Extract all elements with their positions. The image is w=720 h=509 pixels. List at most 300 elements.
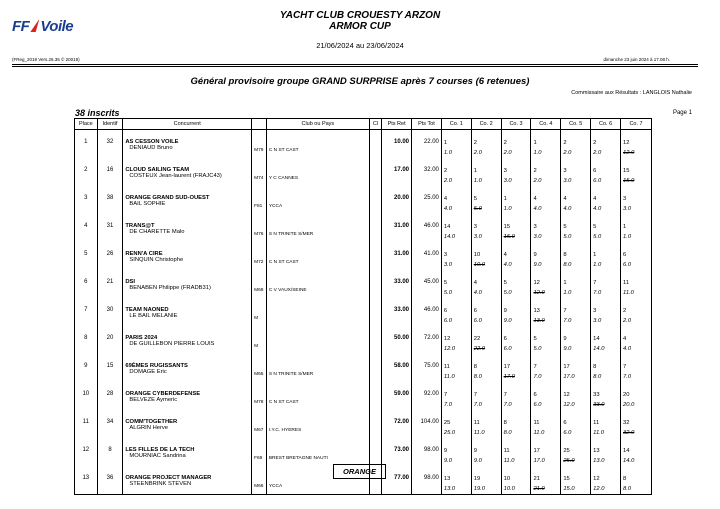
race-points: 20.0: [623, 402, 635, 408]
row-cl: [369, 326, 381, 354]
race-points: 1.0: [563, 290, 572, 296]
race-4-score: [531, 438, 561, 466]
race-place: 9: [443, 448, 448, 454]
row-concurrent: [123, 466, 252, 495]
row-cl: [369, 298, 381, 326]
race-points: 21.0: [533, 486, 545, 492]
boat-name: AS CESSON VOILE: [125, 139, 179, 145]
race-place: 25: [443, 420, 451, 426]
race-4-score: [531, 130, 561, 159]
race-points: 8.0: [593, 374, 602, 380]
race-place: 11: [503, 448, 510, 454]
race-points: 14.0: [623, 458, 635, 464]
row-cl: [369, 354, 381, 382]
row-club: [266, 214, 369, 242]
boat-name: ORANGE CYBERDEFENSE: [125, 391, 201, 397]
col-pts-ret: Pts Ret: [382, 119, 412, 130]
row-place: [75, 214, 98, 242]
row-pts-tot: [412, 270, 442, 298]
race-5-score: [561, 382, 591, 410]
race-place: 12: [533, 280, 540, 286]
sail-number: 8: [108, 447, 112, 453]
race-3-score: [501, 186, 531, 214]
row-cl: [369, 270, 381, 298]
table-row: [75, 438, 652, 466]
race-place: 9: [473, 448, 477, 454]
race-points: 6.0: [563, 430, 572, 436]
table-row: [75, 186, 652, 214]
col-race-5: Co. 5: [561, 119, 591, 130]
points-retained: 58.00: [394, 363, 410, 369]
race-5-score: [561, 242, 591, 270]
race-points: 2.0: [593, 150, 602, 156]
race-2-score: [471, 130, 501, 159]
row-concurrent: [123, 214, 252, 242]
row-identif: [97, 466, 123, 495]
row-place: [75, 270, 98, 298]
race-place: 8: [503, 420, 507, 426]
table-row: [75, 354, 652, 382]
row-category: [252, 186, 267, 214]
race-place: 5: [533, 336, 537, 342]
race-points: 4.0: [533, 206, 542, 212]
race-place: 33: [593, 392, 600, 398]
row-concurrent: [123, 438, 252, 466]
club-name: I.Y.C. HYERES: [268, 428, 302, 433]
race-place: 6: [503, 336, 507, 342]
race-place: 2: [593, 140, 597, 146]
race-place: 5: [563, 224, 567, 230]
race-points: 6.0: [443, 318, 452, 324]
row-pts-ret: [382, 158, 412, 186]
row-place: [75, 466, 98, 495]
race-place: 9: [533, 252, 537, 258]
race-place: 1: [563, 280, 567, 286]
row-category: [252, 242, 267, 270]
race-points: 2.0: [623, 318, 632, 324]
row-concurrent: [123, 158, 252, 186]
sail-number: 16: [106, 167, 114, 173]
points-retained: 20.00: [394, 195, 410, 201]
col-race-7: Co. 7: [621, 119, 652, 130]
row-pts-ret: [382, 242, 412, 270]
race-place: 10: [473, 252, 481, 258]
race-points: 9.0: [503, 318, 512, 324]
race-place: 4: [503, 252, 507, 258]
race-place: 1: [503, 196, 507, 202]
sail-number: 32: [106, 139, 114, 145]
race-4-score: [531, 382, 561, 410]
table-header: [75, 119, 652, 130]
row-identif: [97, 158, 123, 186]
row-pts-tot: [412, 326, 442, 354]
row-pts-ret: [382, 214, 412, 242]
race-place: 1: [623, 224, 627, 230]
row-pts-tot: [412, 158, 442, 186]
race-place: 4: [563, 196, 567, 202]
points-total: 98.00: [423, 447, 439, 453]
col-club: Club ou Pays: [266, 119, 369, 130]
race-points: 5.0: [503, 290, 512, 296]
row-pts-tot: [412, 298, 442, 326]
race-points: 1.0: [473, 178, 482, 184]
race-1-score: [441, 130, 471, 159]
race-1-score: [441, 270, 471, 298]
race-place: 3: [533, 224, 537, 230]
race-6-score: [591, 130, 621, 159]
race-2-score: [471, 158, 501, 186]
race-place: 4: [443, 196, 448, 202]
race-points: 9.0: [533, 262, 542, 268]
race-place: 3: [473, 224, 477, 230]
race-place: 4: [533, 196, 537, 202]
race-place: 11: [473, 420, 480, 426]
race-place: 7: [593, 280, 597, 286]
boat-name: DSI: [125, 279, 136, 285]
col-cl: Cl: [369, 119, 381, 130]
race-place: 2: [623, 308, 627, 314]
page-number: Page 1: [672, 110, 692, 116]
race-6-score: [591, 214, 621, 242]
points-total: 72.00: [423, 335, 439, 341]
race-6-score: [591, 270, 621, 298]
place-value: 10: [82, 391, 90, 397]
skipper-name: DE GUILLEBON PIERRE LOUIS: [129, 341, 215, 347]
row-club: [266, 298, 369, 326]
race-points: 11.0: [623, 290, 634, 296]
race-4-score: [531, 270, 561, 298]
category: F81: [254, 204, 263, 209]
points-total: 32.00: [423, 167, 439, 173]
race-points: 6.0: [503, 346, 512, 352]
col-cat: [252, 119, 267, 130]
row-concurrent: [123, 298, 252, 326]
table-row: [75, 242, 652, 270]
row-pts-tot: [412, 242, 442, 270]
row-identif: [97, 382, 123, 410]
race-points: 12.0: [533, 290, 545, 296]
race-4-score: [531, 466, 561, 495]
race-points: 9.0: [443, 458, 452, 464]
row-cl: [369, 438, 381, 466]
race-3-score: [501, 354, 531, 382]
race-2-score: [471, 326, 501, 354]
race-place: 11: [593, 420, 600, 426]
boat-name: ORANGE PROJECT MANAGER: [125, 475, 212, 481]
race-points: 7.0: [623, 374, 632, 380]
skipper-name: DOMAGE Eric: [129, 369, 167, 375]
club-name: S N TRINITE S/MER: [268, 232, 314, 237]
race-5-score: [561, 158, 591, 186]
race-1-score: [441, 354, 471, 382]
table-row: [75, 410, 652, 438]
race-points: 11.0: [443, 374, 455, 380]
race-place: 2: [503, 140, 507, 146]
race-points: 1.0: [533, 150, 542, 156]
sail-number: 38: [106, 195, 114, 201]
race-place: 7: [473, 392, 477, 398]
race-place: 6: [443, 308, 448, 314]
row-identif: [97, 354, 123, 382]
race-points: 7.0: [563, 318, 572, 324]
race-1-score: [441, 242, 471, 270]
row-identif: [97, 438, 123, 466]
race-6-score: [591, 382, 621, 410]
sail-number: 28: [106, 391, 114, 397]
event-title: ARMOR CUP: [329, 21, 391, 32]
race-points: 1.0: [623, 234, 632, 240]
race-4-score: [531, 214, 561, 242]
skipper-name: MOURNIAC Sandrina: [129, 453, 186, 459]
race-7-score: [621, 466, 652, 495]
race-points: 17.0: [563, 374, 575, 380]
skipper-name: COSTEUX Jean-laurent (FRAJC43): [129, 173, 222, 179]
race-place: 3: [443, 252, 448, 258]
points-total: 41.00: [423, 251, 439, 257]
race-points: 5.0: [533, 346, 542, 352]
race-points: 2.0: [533, 178, 542, 184]
race-points: 3.0: [473, 234, 482, 240]
race-place: 2: [533, 168, 537, 174]
race-place: 1: [473, 168, 477, 174]
row-concurrent: [123, 130, 252, 159]
race-points: 10.0: [473, 262, 486, 268]
sail-number: 21: [106, 279, 114, 285]
race-points: 14.0: [443, 234, 456, 240]
skipper-name: SINQUIN Christophe: [129, 257, 184, 263]
race-4-score: [531, 298, 561, 326]
race-place: 22: [473, 336, 481, 342]
row-place: [75, 242, 98, 270]
race-place: 7: [533, 364, 537, 370]
club-name: YCCA: [268, 204, 283, 209]
race-3-score: [501, 270, 531, 298]
race-place: 6: [533, 392, 537, 398]
skipper-name: LE BAIL MELANIE: [129, 313, 178, 319]
race-5-score: [561, 298, 591, 326]
race-1-score: [441, 410, 471, 438]
points-total: 104.00: [420, 419, 439, 425]
race-5-score: [561, 270, 591, 298]
row-pts-tot: [412, 354, 442, 382]
skipper-name: DENIAUD Bruno: [129, 145, 173, 151]
race-3-score: [501, 298, 531, 326]
row-pts-tot: [412, 410, 442, 438]
race-5-score: [561, 410, 591, 438]
points-total: 22.00: [423, 139, 439, 145]
race-7-score: [621, 130, 652, 159]
race-place: 12: [623, 140, 630, 146]
race-place: 15: [503, 224, 511, 230]
points-total: 46.00: [423, 223, 439, 229]
software-version: (FReg_2019 Vers.26.35 © 20019): [12, 57, 80, 62]
header-divider: [12, 64, 698, 65]
boat-name: RENN'A CIRE: [125, 251, 163, 257]
row-place: [75, 354, 98, 382]
race-points: 2.0: [503, 150, 512, 156]
race-7-score: [621, 242, 652, 270]
race-place: 32: [623, 420, 630, 426]
row-pts-ret: [382, 354, 412, 382]
skipper-name: DE CHARETTE Malo: [129, 229, 185, 235]
race-3-score: [501, 382, 531, 410]
row-place: [75, 326, 98, 354]
category: M72: [254, 260, 264, 265]
race-5-score: [561, 214, 591, 242]
row-cl: [369, 186, 381, 214]
race-place: 1: [533, 140, 537, 146]
group-label: ORANGE: [333, 464, 386, 479]
row-pts-ret: [382, 382, 412, 410]
race-place: 13: [443, 476, 451, 482]
points-total: 46.00: [423, 307, 439, 313]
race-4-score: [531, 158, 561, 186]
place-value: 3: [84, 195, 88, 201]
row-identif: [97, 298, 123, 326]
race-points: 3.0: [503, 178, 512, 184]
race-place: 6: [623, 252, 627, 258]
category: M: [254, 316, 259, 321]
club-title: YACHT CLUB CROUESTY ARZON: [279, 10, 441, 21]
table-row: [75, 214, 652, 242]
row-pts-ret: [382, 186, 412, 214]
place-value: 5: [84, 251, 88, 257]
category: M76: [254, 232, 264, 237]
race-place: 3: [623, 196, 627, 202]
row-club: [266, 186, 369, 214]
club-name: YCCA: [268, 484, 283, 489]
table-row: [75, 158, 652, 186]
club-name: C N ST CAST: [268, 400, 299, 405]
boat-name: 69ÈMES RUGISSANTS: [125, 363, 188, 369]
race-1-score: [441, 214, 471, 242]
race-place: 8: [593, 364, 597, 370]
race-1-score: [441, 298, 471, 326]
place-value: 13: [82, 475, 90, 481]
sail-number: 31: [106, 223, 114, 229]
race-6-score: [591, 242, 621, 270]
row-category: [252, 270, 267, 298]
race-place: 14: [443, 224, 451, 230]
row-place: [75, 158, 98, 186]
points-retained: 33.00: [394, 279, 410, 285]
race-7-score: [621, 214, 652, 242]
race-place: 3: [563, 168, 567, 174]
points-total: 25.00: [423, 195, 439, 201]
race-3-score: [501, 466, 531, 495]
points-total: 92.00: [423, 391, 439, 397]
skipper-name: STEENBRINK STEVEN: [129, 481, 192, 487]
row-club: [266, 410, 369, 438]
race-points: 33.0: [593, 402, 605, 408]
boat-name: TRANS@T: [125, 223, 155, 229]
row-category: [252, 382, 267, 410]
place-value: 9: [84, 363, 88, 369]
race-points: 6.0: [593, 178, 602, 184]
race-1-score: [441, 186, 471, 214]
race-points: 4.0: [473, 290, 482, 296]
race-6-score: [591, 354, 621, 382]
race-place: 12: [593, 476, 600, 482]
race-points: 10.0: [503, 486, 515, 492]
row-club: [266, 382, 369, 410]
print-timestamp: dimanche 23 juin 2024 à 17.08 h.: [603, 57, 670, 62]
race-points: 6.0: [533, 402, 542, 408]
place-value: 12: [82, 447, 90, 453]
points-total: 45.00: [423, 279, 439, 285]
row-cl: [369, 214, 381, 242]
race-points: 1.0: [443, 150, 452, 156]
category: M65: [254, 372, 264, 377]
points-retained: 17.00: [394, 167, 410, 173]
row-category: [252, 354, 267, 382]
race-points: 8.0: [623, 486, 632, 492]
boat-name: TEAM NAONED: [125, 307, 169, 313]
place-value: 4: [84, 223, 88, 229]
sail-number: 36: [106, 475, 114, 481]
race-points: 15.0: [623, 178, 635, 184]
row-pts-ret: [382, 466, 412, 495]
race-6-score: [591, 298, 621, 326]
skipper-name: BENABEN Philippe (FRADB31): [129, 285, 211, 291]
race-place: 4: [623, 336, 627, 342]
race-points: 1.0: [503, 206, 512, 212]
col-race-2: Co. 2: [471, 119, 501, 130]
race-points: 19.0: [473, 486, 486, 492]
race-3-score: [501, 130, 531, 159]
race-place: 17: [503, 364, 511, 370]
race-place: 8: [563, 252, 567, 258]
header-divider-2: [12, 66, 698, 67]
row-category: [252, 410, 267, 438]
boat-name: ORANGE GRAND SUD-OUEST: [125, 195, 210, 201]
row-identif: [97, 326, 123, 354]
row-club: [266, 438, 369, 466]
race-place: 2: [563, 140, 567, 146]
row-concurrent: [123, 270, 252, 298]
race-points: 8.0: [563, 262, 572, 268]
race-points: 2.0: [443, 178, 452, 184]
race-points: 7.0: [443, 402, 452, 408]
race-points: 11.0: [593, 430, 605, 436]
row-place: [75, 186, 98, 214]
commissaire: Commissaire aux Résultats : LANGLOIS Nathalie: [571, 90, 692, 96]
col-race-1: Co. 1: [441, 119, 471, 130]
race-points: 5.0: [563, 234, 572, 240]
place-value: 2: [84, 167, 88, 173]
race-7-score: [621, 186, 652, 214]
race-5-score: [561, 326, 591, 354]
row-concurrent: [123, 410, 252, 438]
row-cl: [369, 130, 381, 159]
race-4-score: [531, 410, 561, 438]
club-name: Y C CANNES: [268, 176, 299, 181]
points-retained: 77.00: [394, 475, 410, 481]
results-body: [75, 130, 652, 495]
place-value: 11: [82, 419, 89, 425]
skipper-name: BAIL SOPHIE: [129, 201, 166, 207]
race-points: 5.0: [473, 206, 482, 212]
logo-voile: Voile: [40, 18, 74, 35]
race-points: 11.0: [503, 458, 515, 464]
race-place: 7: [503, 392, 507, 398]
col-pts-tot: Pts Tot: [412, 119, 442, 130]
race-2-score: [471, 298, 501, 326]
row-place: [75, 298, 98, 326]
row-concurrent: [123, 242, 252, 270]
race-points: 14.0: [593, 346, 605, 352]
race-7-score: [621, 354, 652, 382]
